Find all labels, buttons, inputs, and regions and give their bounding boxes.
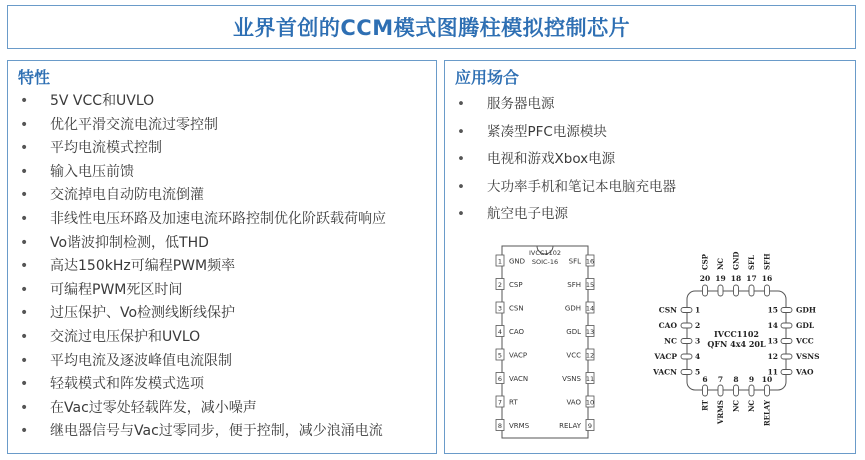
soic-pin-name: VAO [566, 398, 581, 407]
soic-pin-number: 9 [587, 421, 593, 430]
qfn-pin-name: VAO [796, 367, 814, 377]
qfn-pin-pad [749, 285, 754, 296]
feature-item: • 在Vac过零处轻载阵发，减小噪声 [8, 397, 436, 421]
soic-pin-number: 13 [585, 327, 595, 336]
soic-package-label: SOIC-16 [531, 258, 559, 266]
soic-body [502, 246, 588, 438]
qfn-pin-number: 17 [746, 274, 757, 283]
soic-pin-name: VCC [566, 351, 581, 360]
soic-pin-name: VRMS [509, 421, 530, 430]
qfn-pin-pad [765, 385, 770, 396]
soic-pin-name: RELAY [559, 421, 581, 430]
features-panel [7, 60, 437, 454]
qfn-pin-pad [734, 285, 739, 296]
qfn-pin-number: 14 [767, 321, 778, 331]
soic-pin-number: 4 [497, 327, 503, 336]
soic-pin-number: 15 [585, 280, 595, 289]
soic-pin-number: 6 [497, 374, 503, 383]
qfn-pin-number: 11 [767, 367, 778, 377]
feature-item: • 过压保护、Vo检测线断线保护 [8, 302, 436, 326]
qfn-pin-name: VSNS [796, 352, 820, 362]
soic-pin-name: CSP [509, 280, 523, 289]
soic-pin-number: 3 [497, 304, 503, 313]
qfn-pin-number: 20 [699, 274, 711, 283]
soic-pin-name: GDH [564, 304, 581, 313]
qfn-pin-name: SFL [747, 255, 756, 270]
feature-item: • 交流掉电自动防电流倒灌 [8, 184, 436, 208]
feature-item: • 平均电流模式控制 [8, 137, 436, 161]
feature-item: • 可编程PWM死区时间 [8, 279, 436, 303]
soic-pin-name: VSNS [562, 374, 581, 383]
qfn-pin-pad [681, 370, 692, 375]
application-item: • 航空电子电源 [445, 201, 855, 229]
qfn-pin-number: 6 [702, 375, 708, 384]
qfn-pin-number: 5 [695, 367, 701, 377]
soic-pin-name: SFH [567, 280, 581, 289]
qfn-pin-name: CSP [700, 254, 710, 270]
soic-pin-number: 2 [497, 280, 503, 289]
features-heading: 特性 [18, 68, 51, 87]
qfn-pin-number: 18 [730, 274, 742, 283]
qfn-pin-number: 13 [767, 336, 778, 346]
soic-pin-number: 12 [585, 351, 595, 360]
qfn-pin-number: 19 [715, 274, 726, 283]
qfn-pin-number: 1 [695, 305, 701, 315]
applications-heading: 应用场合 [455, 68, 520, 87]
qfn-pin-number: 3 [695, 336, 701, 346]
soic-pin-name: CAO [509, 327, 525, 336]
soic-pin-number: 11 [585, 374, 595, 383]
features-list [8, 90, 436, 444]
qfn-pin-pad [681, 323, 692, 328]
feature-item: • 轻载模式和阵发模式选项 [8, 373, 436, 397]
qfn-pin-number: 10 [761, 375, 773, 384]
qfn-pin-name: VACP [654, 352, 677, 362]
soic-pin-name: GND [509, 257, 526, 266]
qfn-pin-name: NC [664, 336, 677, 346]
feature-item: • 输入电压前馈 [8, 161, 436, 185]
soic-pin-number: 1 [497, 257, 503, 266]
qfn-pin-name: VCC [796, 336, 814, 346]
soic-pin-number: 7 [497, 398, 503, 407]
qfn-pin-number: 7 [717, 375, 724, 384]
qfn-pin-pad [781, 308, 792, 313]
applications-panel [444, 60, 856, 454]
qfn-pin-name: NC [747, 400, 756, 412]
soic-pin-name: SFL [568, 257, 581, 266]
soic-pin-number: 5 [497, 351, 503, 360]
qfn-pin-number: 8 [733, 375, 739, 384]
qfn-pin-number: 12 [767, 352, 778, 362]
qfn-pin-name: GND [731, 251, 741, 270]
qfn-pin-pad [718, 385, 723, 396]
qfn-pin-name: GDH [796, 305, 816, 315]
feature-item: • 高达150kHz可编程PWM频率 [8, 255, 436, 279]
feature-item: • 继电器信号与Vac过零同步，便于控制，减少浪涌电流 [8, 420, 436, 444]
title-banner [7, 5, 856, 49]
soic-pin-number: 16 [585, 257, 595, 266]
qfn-pin-name: RT [700, 400, 710, 411]
qfn-pin-pad [703, 285, 708, 296]
qfn-pin-pad [681, 339, 692, 344]
qfn-pin-pad [781, 370, 792, 375]
soic-pin-name: VACP [509, 351, 528, 360]
soic16-diagram [490, 242, 600, 442]
qfn-pin-pad [734, 385, 739, 396]
soic-pin-number: 14 [585, 304, 595, 313]
qfn-pin-pad [765, 285, 770, 296]
qfn-pin-name: RELAY [762, 400, 772, 427]
qfn-pin-pad [703, 385, 708, 396]
qfn-package-label: QFN 4x4 20L [707, 339, 766, 349]
qfn-pin-name: GDL [796, 321, 815, 331]
page-title: 业界首创的CCM模式图腾柱模拟控制芯片 [232, 16, 631, 40]
feature-item: • 5V VCC和UVLO [8, 90, 436, 114]
soic-pin-name: VACN [509, 374, 529, 383]
qfn-pin-number: 9 [748, 375, 755, 384]
feature-item: • 优化平滑交流电流过零控制 [8, 114, 436, 138]
soic-pin-name: GDL [566, 327, 581, 336]
feature-item: • Vo谐波抑制检测，低THD [8, 232, 436, 256]
qfn-part-label: IVCC1102 [714, 329, 759, 339]
qfn-pin-pad [681, 354, 692, 359]
qfn-pin-name: CSN [658, 305, 677, 315]
qfn-pin-pad [781, 339, 792, 344]
soic-part-label: IVCC1102 [529, 249, 561, 257]
application-item: • 大功率手机和笔记本电脑充电器 [445, 174, 855, 202]
soic-pin-name: RT [509, 398, 518, 407]
qfn-pin-pad [749, 385, 754, 396]
qfn-pin-name: VACN [653, 367, 677, 377]
qfn20-diagram [635, 247, 845, 445]
soic-pin-number: 8 [497, 421, 503, 430]
qfn-pin-name: VRMS [716, 400, 725, 425]
soic-pin-name: CSN [509, 304, 524, 313]
applications-list [445, 91, 855, 229]
application-item: • 服务器电源 [445, 91, 855, 119]
qfn-pin-number: 16 [761, 274, 773, 283]
qfn-pin-number: 2 [695, 321, 701, 331]
soic-pin-number: 10 [585, 398, 595, 407]
qfn-pin-pad [781, 323, 792, 328]
feature-item: • 平均电流及逐波峰值电流限制 [8, 350, 436, 374]
application-item: • 电视和游戏Xbox电源 [445, 146, 855, 174]
qfn-pin-pad [681, 308, 692, 313]
qfn-pin-pad [718, 285, 723, 296]
qfn-pin-number: 15 [767, 305, 778, 315]
application-item: • 紧凑型PFC电源模块 [445, 119, 855, 147]
qfn-pin-name: NC [716, 258, 725, 270]
feature-item: • 交流过电压保护和UVLO [8, 326, 436, 350]
qfn-pin-name: SFH [762, 253, 772, 270]
feature-item: • 非线性电压环路及加速电流环路控制优化阶跃载荷响应 [8, 208, 436, 232]
qfn-pin-name: CAO [658, 321, 677, 331]
qfn-pin-pad [781, 354, 792, 359]
qfn-pin-name: NC [731, 400, 741, 412]
qfn-pin-number: 4 [695, 352, 701, 362]
